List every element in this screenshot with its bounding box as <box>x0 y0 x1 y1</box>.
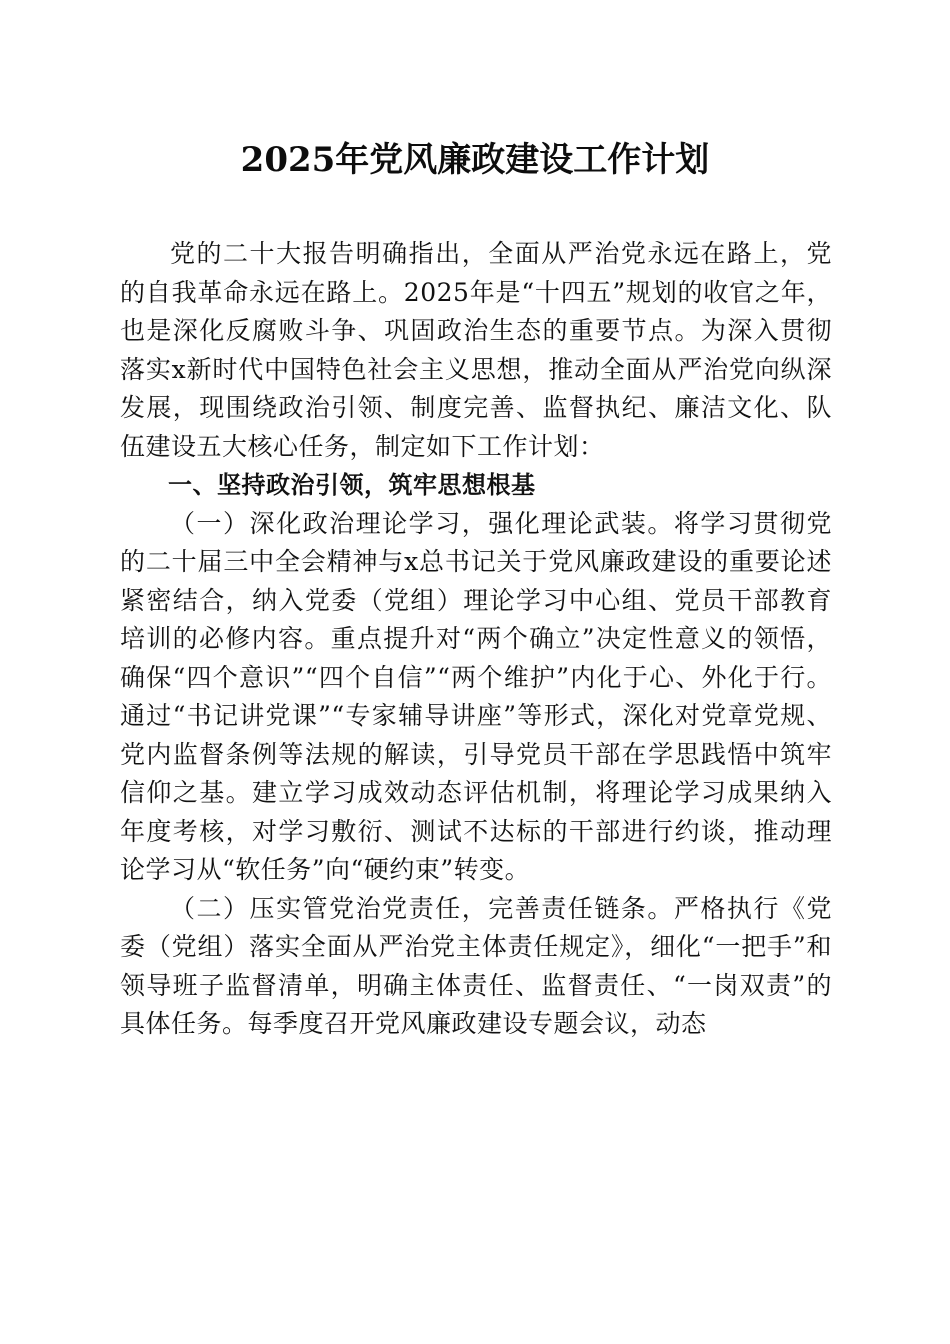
item-text: 将学习贯彻党的二十届三中全会精神与x总书记关于党风廉政建设的重要论述紧密结合，纳入党委（党组）理论学习中心组、党员干部教育培训的必修内容。重点提升对“两个确立”决定性意义的领悟，确保“四个意识”“四个自信”“两个维护”内化于心、外化于行。通过“书记讲党课”“专家辅导讲座”等形式，深化对党章党规、党内监督条例等法规的解读，引导党员干部在学思践悟中筑牢信仰之基。建立学习成效动态评估机制，将理论学习成果纳入年度考核，对学习敷衍、测试不达标的干部进行约谈，推动理论学习从“软任务”向“硬约束”转变。 <box>120 508 832 884</box>
section-item-paragraph <box>120 505 832 890</box>
section-heading: 一、坚持政治引领，筑牢思想根基 <box>168 471 536 499</box>
item-label: （二）压实管党治党责任，完善责任链条。 <box>170 893 674 923</box>
intro-paragraph: 党的二十大报告明确指出，全面从严治党永远在路上，党的自我革命永远在路上。2025年是“十四五”规划的收官之年，也是深化反腐败斗争、巩固政治生态的重要节点。为深入贯彻落实x新时代中国特色社会主义思想，推动全面从严治党向纵深发展，现围绕政治引领、制度完善、监督执纪、廉洁文化、队伍建设五大核心任务，制定如下工作计划： <box>120 239 832 461</box>
document-body <box>120 235 832 1044</box>
item-text: 严格执行《党委（党组）落实全面从严治党主体责任规定》，细化“一把手”和领导班子监督清单，明确主体责任、监督责任、“一岗双责”的具体任务。每季度召开党风廉政建设专题会议，动态 <box>120 893 832 1038</box>
section-item-paragraph <box>120 890 832 1044</box>
document-title: 2025年党风廉政建设工作计划 <box>240 140 710 180</box>
item-label: （一）深化政治理论学习，强化理论武装。 <box>170 508 674 538</box>
